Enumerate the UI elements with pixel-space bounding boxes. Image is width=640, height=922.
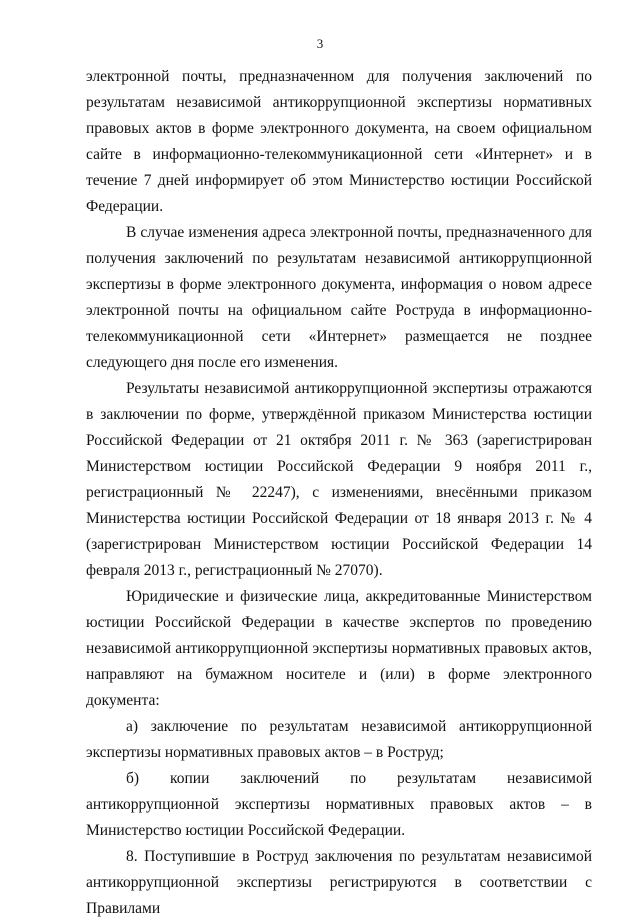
paragraph-continuation: электронной почты, предназначенном для получения заключений по результатам независимой антикоррупционной экспертизы нормативных правовых актов в форме электронного документа, на своем официальном сайте в информационно-телекоммуникационной сети «Интернет» и в течение 7 дней информирует об этом Министерство юстиции Российской Федерации. — [86, 68, 592, 215]
list-item-b: б) копии заключений по результатам независимой антикоррупционной экспертизы нормативных правовых актов – в Министерство юстиции Российской Федерации. — [86, 770, 592, 839]
page-number: 3 — [316, 36, 324, 51]
paragraph-expertise-results: Результаты независимой антикоррупционной экспертизы отражаются в заключении по форме, утверждённой приказом Министерства юстиции Российской Федерации от 21 октября 2011 г. № 363 (зарегистрирован Министерством юстиции Российской Федерации 9 ноября 2011 г., регистрационный № 22247), с изменениями, внесёнными приказом Министерства юстиции Российской Федерации от 18 января 2013 г. № 4 (зарегистрирован Министерством юстиции Российской Федерации 14 февраля 2013 г., регистрационный № 27070). — [86, 380, 592, 579]
paragraph-accredited-experts: Юридические и физические лица, аккредитованные Министерством юстиции Российской Федерации в качестве экспертов по проведению независимой антикоррупционной экспертизы нормативных правовых актов, направляют на бумажном носителе и (или) в форме электронного документа: — [86, 588, 592, 709]
paragraph-email-change: В случае изменения адреса электронной почты, предназначенного для получения заключений по результатам независимой антикоррупционной экспертизы в форме электронного документа, информация о новом адресе электронной почты на официальном сайте Роструда в информационно-телекоммуникационной сети «Интернет» размещается не позднее следующего дня после его изменения. — [86, 224, 592, 371]
document-body — [86, 64, 592, 922]
list-item-a: а) заключение по результатам независимой антикоррупционной экспертизы нормативных правовых актов – в Роструд; — [86, 718, 592, 761]
paragraph-item-8: 8. Поступившие в Роструд заключения по результатам независимой антикоррупционной экспертизы регистрируются в соответствии с Правилами — [86, 848, 592, 917]
